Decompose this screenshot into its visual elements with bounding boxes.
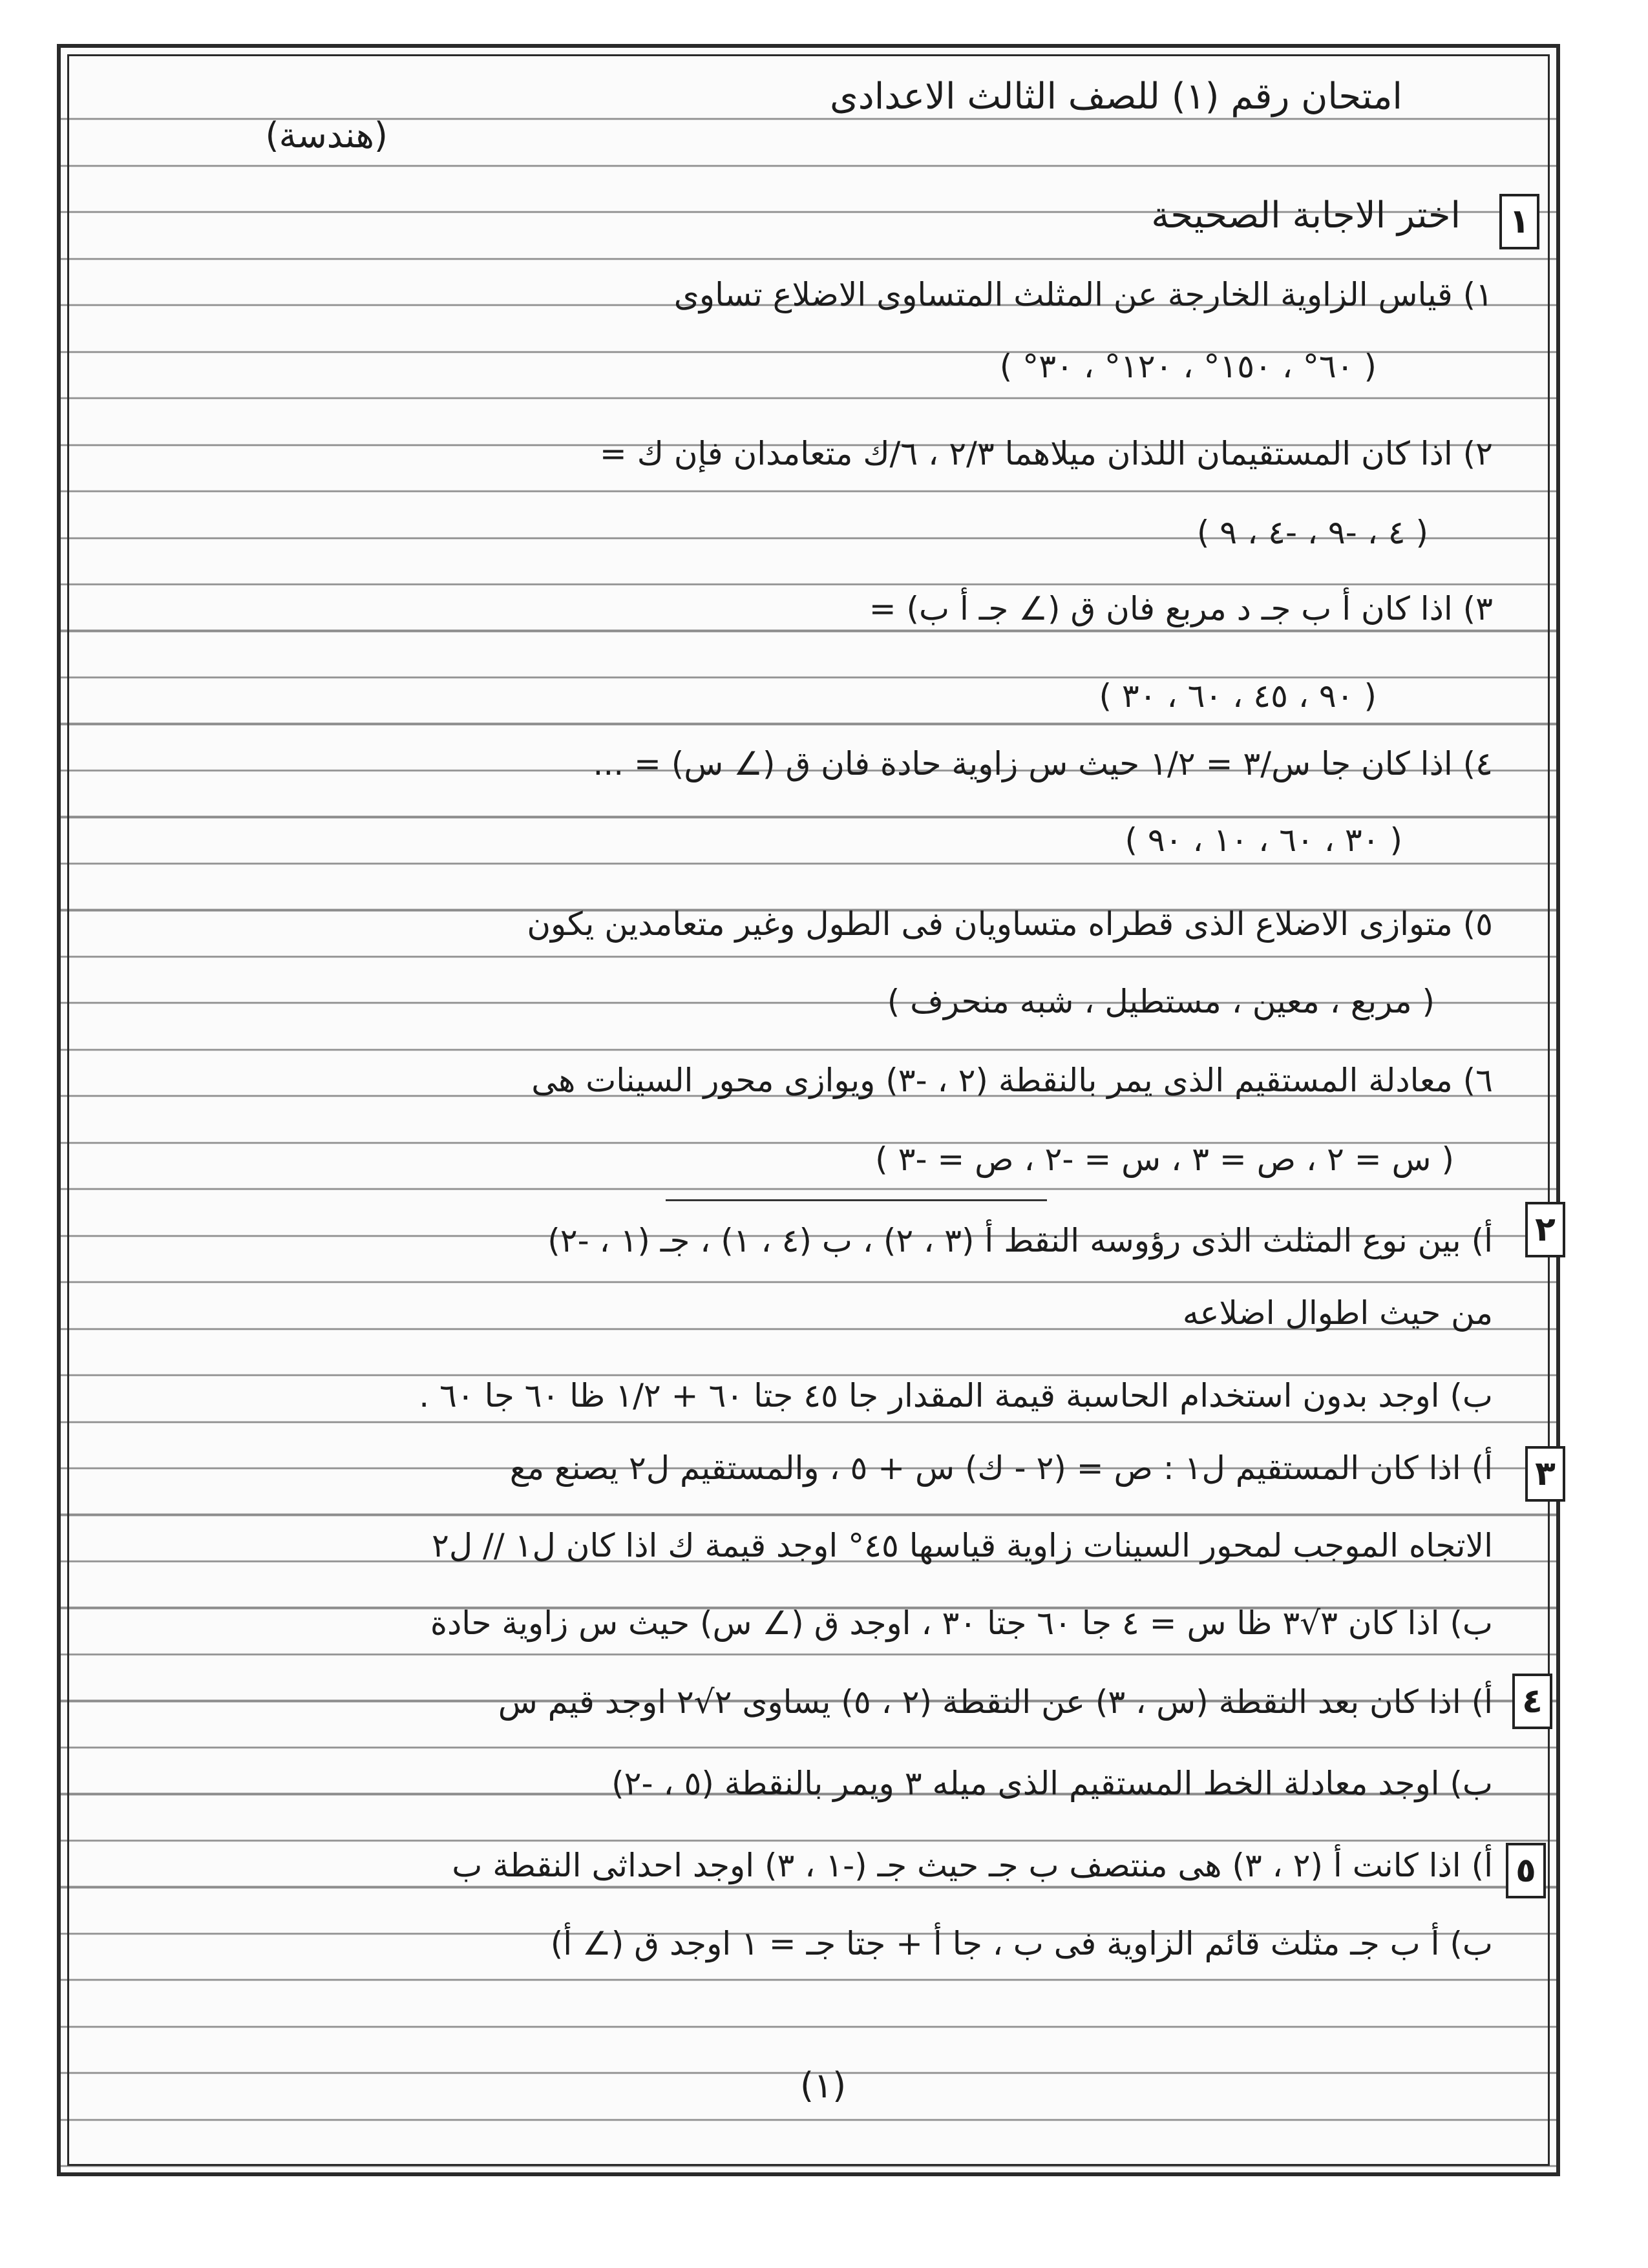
question-line: أ) اذا كانت أ (٢ ، ٣) هى منتصف ب جـ حيث جـ (-١ ، ٣) اوجد احداثى النقطة ب <box>452 1847 1493 1884</box>
answer-choices: ( ٤ ، -٩ ، -٤ ، ٩ ) <box>1196 514 1428 551</box>
question-line: أ) اذا كان بعد النقطة (س ، ٣) عن النقطة (٢ ، ٥) يساوى ٢√٢ اوجد قيم س <box>498 1683 1493 1721</box>
question-line: ٥) متوازى الاضلاع الذى قطراه متساويان فى الطول وغير متعامدين يكون <box>527 905 1493 943</box>
question-line: ب) اذا كان ٣√٣ ظا س = ٤ جا ٦٠ جتا ٣٠ ، اوجد ق (∠ س) حيث س زاوية حادة <box>430 1604 1493 1642</box>
question-line: ١) قياس الزاوية الخارجة عن المثلث المتساوى الاضلاع تساوى <box>673 276 1493 313</box>
section-heading: اختر الاجابة الصحيحة <box>1151 194 1461 236</box>
question-line: ب) اوجد معادلة الخط المستقيم الذى ميله ٣ ويمر بالنقطة (٥ ، -٢) <box>611 1765 1493 1802</box>
question-line: ٣) اذا كان أ ب جـ د مربع فان ق (∠ جـ أ ب) = <box>869 590 1493 627</box>
exam-title: امتحان رقم (١) للصف الثالث الاعدادى <box>829 76 1402 118</box>
question-line: من حيث اطوال اضلاعه <box>1182 1294 1493 1332</box>
section-number-box: ١ <box>1499 194 1539 249</box>
question-line: أ) بين نوع المثلث الذى رؤوسه النقط أ (٣ ، ٢) ، ب (٤ ، ١) ، جـ (١ ، -٢) <box>547 1222 1493 1259</box>
section-number-box: ٥ <box>1506 1843 1546 1898</box>
section-number-box: ٤ <box>1512 1674 1552 1729</box>
exam-subject: (هندسة) <box>265 115 388 156</box>
question-line: ٦) معادلة المستقيم الذى يمر بالنقطة (٢ ، -٣) ويوازى محور السينات هى <box>531 1062 1493 1099</box>
question-line: ٢) اذا كان المستقيمان اللذان ميلاهما ٢/٣ ، ٦/ك متعامدان فإن ك = <box>599 435 1493 472</box>
question-line: ب) أ ب جـ مثلث قائم الزاوية فى ب ، جا أ + جتا جـ = ١ اوجد ق (∠ أ) <box>550 1925 1493 1962</box>
answer-choices: ( ٣٠ ، ٦٠ ، ١٠ ، ٩٠ ) <box>1125 821 1402 859</box>
page-number: (١) <box>800 2065 847 2106</box>
answer-choices: ( س = ٢ ، ص = ٣ ، س = -٢ ، ص = -٣ ) <box>875 1140 1454 1178</box>
section-number-box: ٢ <box>1525 1202 1565 1257</box>
question-line: ٤) اذا كان جا س/٣ = ١/٢ حيث س زاوية حادة فان ق (∠ س) = ... <box>593 745 1493 782</box>
question-line: أ) اذا كان المستقيم ل١ : ص = (٢ - ك) س + ٥ ، والمستقيم ل٢ يصنع مع <box>509 1449 1493 1487</box>
answer-choices: ( مربع ، معين ، مستطيل ، شبه منحرف ) <box>887 983 1435 1020</box>
answer-choices: ( ٩٠ ، ٤٥ ، ٦٠ ، ٣٠ ) <box>1099 677 1377 715</box>
section-number-box: ٣ <box>1525 1446 1565 1502</box>
question-line: ب) اوجد بدون استخدام الحاسبة قيمة المقدار جا ٤٥ جتا ٦٠ + ١/٢ ظا ٦٠ جا ٦٠ . <box>419 1377 1493 1414</box>
question-line: الاتجاه الموجب لمحور السينات زاوية قياسها ٤٥° اوجد قيمة ك اذا كان ل١ // ل٢ <box>431 1527 1493 1564</box>
section-divider <box>666 1199 1047 1201</box>
answer-choices: ( ٦٠° ، ١٥٠° ، ١٢٠° ، ٣٠° ) <box>999 348 1377 385</box>
